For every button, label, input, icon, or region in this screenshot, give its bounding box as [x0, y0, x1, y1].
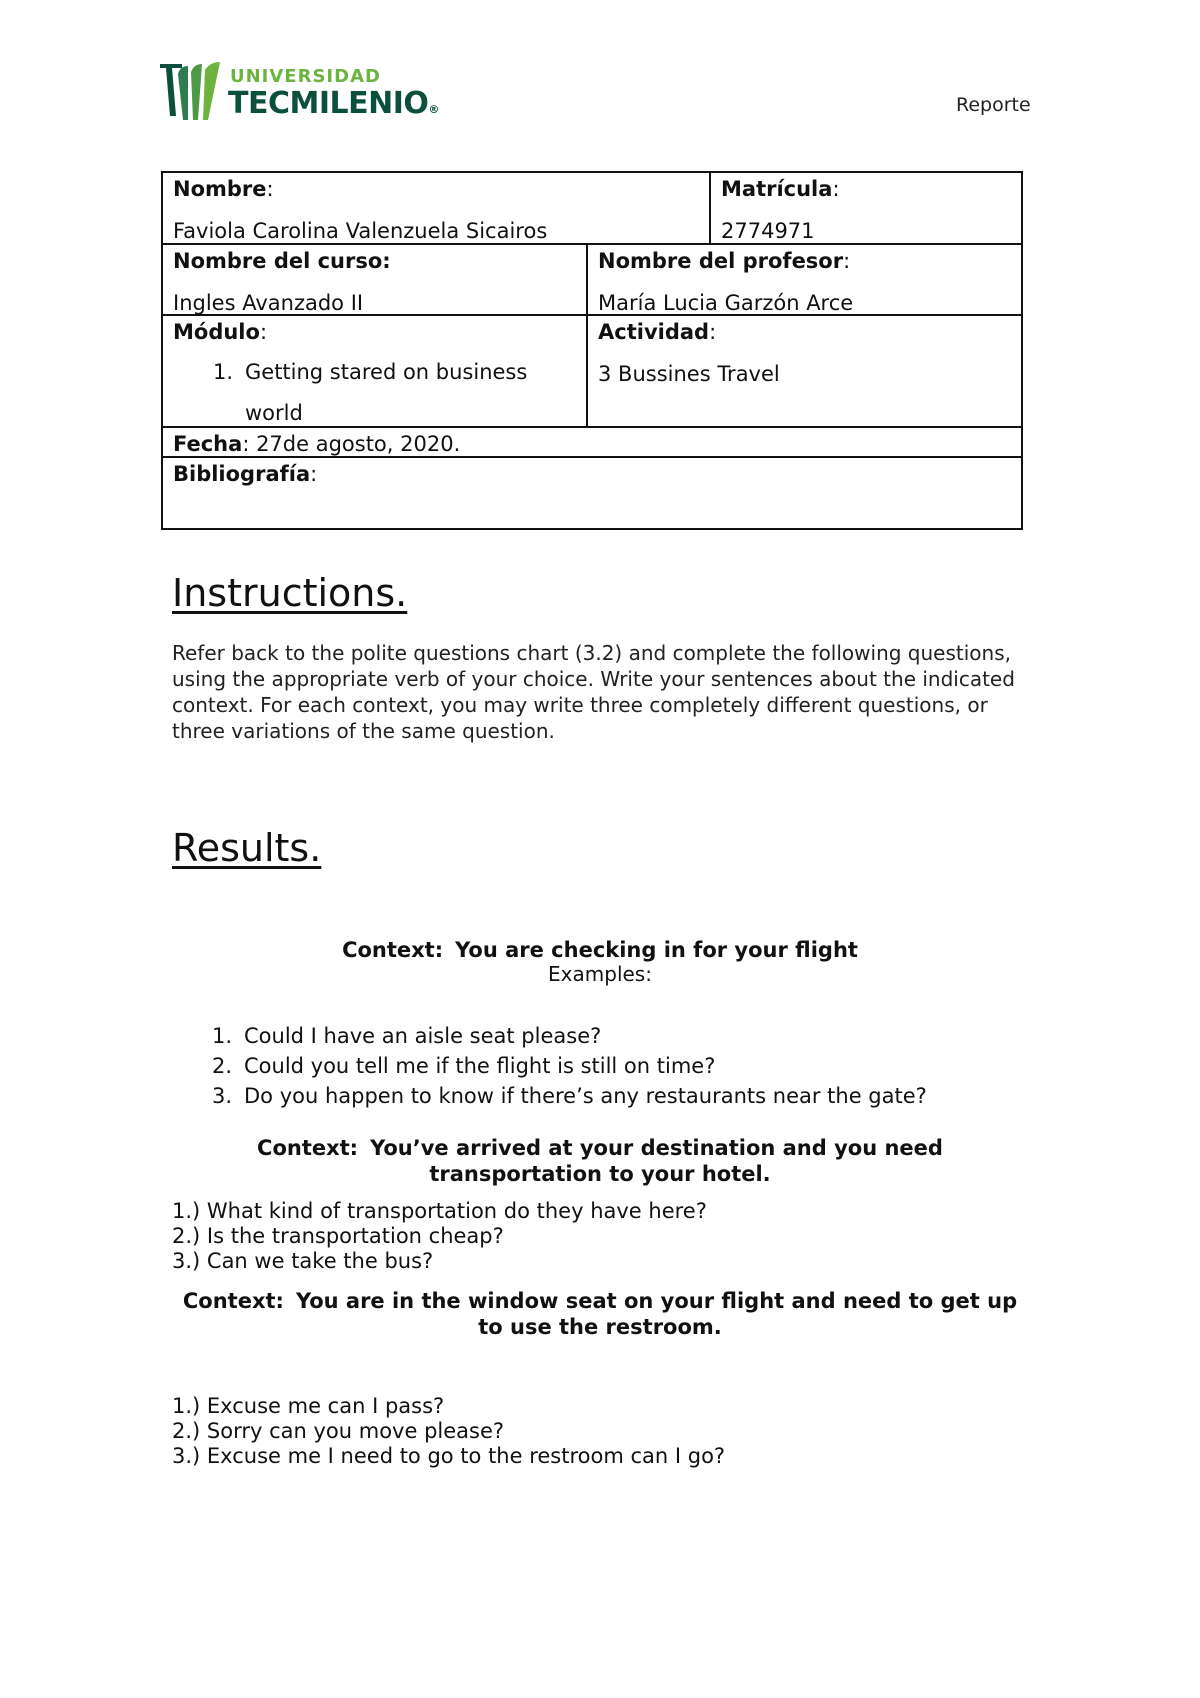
list-item: 3. Do you happen to know if there’s any restaurants near the gate? [211, 1084, 927, 1108]
profesor-cell: Nombre del profesor: María Lucia Garzón Arce [588, 245, 1021, 314]
actividad-value: 3 Bussines Travel [598, 362, 780, 386]
instructions-text: Refer back to the polite questions chart (3.2) and complete the following questions, using the appropriate verb of your choice. Write your sentences about the indicated context. For each context, you may write three completely different questions, or three variations of the same question. [172, 641, 1015, 743]
logo-text-universidad: UNIVERSIDAD [230, 66, 381, 87]
matricula-label: Matrícula [721, 177, 833, 201]
profesor-label: Nombre del profesor [598, 249, 844, 273]
actividad-cell: Actividad: 3 Bussines Travel [588, 316, 1021, 426]
list-item: 2.) Is the transportation cheap? [172, 1224, 504, 1248]
info-row-fecha [163, 428, 1021, 458]
curso-cell [163, 245, 588, 314]
bibliografia-label: Bibliografía [173, 462, 311, 486]
university-logo [158, 60, 458, 128]
list-item: 3.) Excuse me I need to go to the restroom can I go? [172, 1444, 726, 1468]
modulo-cell: Módulo: 1. Getting stared on business world [163, 316, 588, 426]
info-row-curso [163, 245, 1021, 316]
context-3-heading: Context: You are in the window seat on your flight and need to get up to use the restroom. [182, 1289, 1018, 1339]
modulo-value: Getting stared on business world [245, 360, 528, 425]
tecmilenio-emblem-icon [158, 60, 228, 124]
nombre-cell: Nombre: Faviola Carolina Valenzuela Sicairos [163, 173, 711, 243]
curso-label: Nombre del curso: [173, 249, 391, 273]
context-1-heading: Context: You are checking in for your flight [342, 938, 858, 962]
logo-text-tecmilenio: TECMILENIO® [228, 86, 439, 121]
bibliografia-cell: Bibliografía: [173, 462, 318, 486]
list-item: 3.) Can we take the bus? [172, 1249, 434, 1273]
modulo-list [173, 358, 576, 434]
results-heading: Results. [172, 826, 322, 870]
matricula-value: 2774971 [721, 219, 815, 243]
profesor-value: María Lucia Garzón Arce [598, 291, 854, 315]
report-label: Reporte [956, 94, 1031, 116]
examples-label: Examples: [548, 962, 652, 986]
context-2-heading: Context: You’ve arrived at your destination and you need transportation to your hotel. [257, 1136, 943, 1186]
curso-value: Ingles Avanzado II [173, 291, 364, 315]
fecha-value: : 27de agosto, 2020. [242, 432, 461, 456]
list-item: 1.) Excuse me can I pass? [172, 1394, 445, 1418]
list-item: 1. Could I have an aisle seat please? [211, 1024, 602, 1048]
context-3-list [172, 1394, 1032, 1469]
fecha-cell [163, 428, 470, 456]
info-row-modulo [163, 316, 1021, 428]
fecha-label: Fecha [173, 432, 243, 456]
context-2-list [172, 1199, 1032, 1274]
modulo-number: 1. [212, 360, 233, 384]
info-row-bibliografia [163, 458, 1021, 528]
nombre-label: Nombre [173, 177, 267, 201]
context-1-list [172, 1021, 1032, 1111]
list-item: 2. Could you tell me if the flight is still on time? [211, 1054, 716, 1078]
list-item: 1.) What kind of transportation do they have here? [172, 1199, 707, 1223]
info-table [161, 171, 1023, 530]
info-row-nombre [163, 173, 1021, 245]
modulo-label: Módulo [173, 320, 260, 344]
nombre-value: Faviola Carolina Valenzuela Sicairos [173, 219, 548, 243]
actividad-label: Actividad [598, 320, 710, 344]
list-item: 2.) Sorry can you move please? [172, 1419, 505, 1443]
instructions-heading: Instructions. [172, 571, 408, 615]
matricula-cell: Matrícula: 2774971 [711, 173, 1021, 243]
